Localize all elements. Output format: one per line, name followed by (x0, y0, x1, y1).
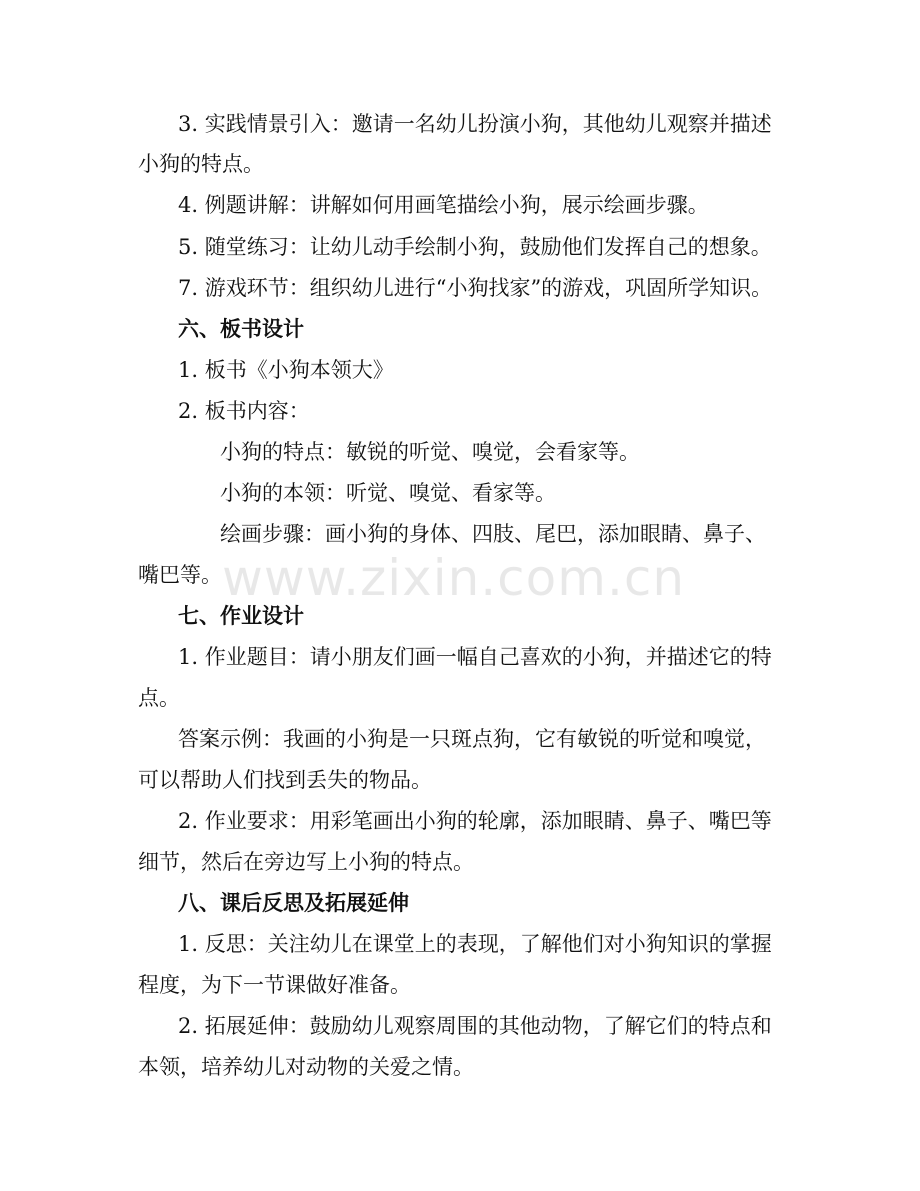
item-3-line2: 小狗的特点。 (138, 152, 264, 176)
item-7: 7. 游戏环节：组织幼儿进行“小狗找家”的游戏，巩固所学知识。 (178, 276, 773, 300)
reflection-1-line2: 程度，为下一节课做好准备。 (138, 973, 411, 997)
reflection-1-line1: 1. 反思：关注幼儿在课堂上的表现，了解他们对小狗知识的掌握 (178, 932, 772, 956)
homework-1-line1: 1. 作业题目：请小朋友们画一幅自己喜欢的小狗，并描述它的特 (178, 645, 772, 669)
reflection-2-line1: 2. 拓展延伸：鼓励幼儿观察周围的其他动物，了解它们的特点和 (178, 1014, 772, 1038)
board-item-2: 2. 板书内容： (178, 399, 310, 423)
heading-board-design: 六、板书设计 (178, 316, 304, 341)
site-watermark: www.zixin.com.cn (222, 549, 686, 607)
item-5: 5. 随堂练习：让幼儿动手绘制小狗，鼓励他们发挥自己的想象。 (178, 235, 772, 259)
heading-reflection-extension: 八、课后反思及拓展延伸 (178, 890, 409, 915)
answer-example-line1: 答案示例：我画的小狗是一只斑点狗，它有敏锐的听觉和嗅觉， (178, 727, 766, 751)
homework-2-line1: 2. 作业要求：用彩笔画出小狗的轮廓，添加眼睛、鼻子、嘴巴等 (178, 809, 772, 833)
board-steps-line1: 绘画步骤：画小狗的身体、四肢、尾巴，添加眼睛、鼻子、 (220, 522, 766, 546)
reflection-2-line2: 本领，培养幼儿对动物的关爱之情。 (138, 1055, 474, 1079)
homework-2-line2: 细节，然后在旁边写上小狗的特点。 (138, 850, 474, 874)
homework-1-line2: 点。 (138, 686, 180, 710)
item-3-line1: 3. 实践情景引入：邀请一名幼儿扮演小狗，其他幼儿观察并描述 (178, 112, 772, 136)
heading-homework-design: 七、作业设计 (178, 603, 304, 628)
board-steps-line2: 嘴巴等。 (138, 563, 222, 587)
board-item-1: 1. 板书《小狗本领大》 (178, 358, 394, 382)
board-features: 小狗的特点：敏锐的听觉、嗅觉，会看家等。 (220, 440, 640, 464)
answer-example-line2: 可以帮助人们找到丢失的物品。 (138, 768, 432, 792)
item-4: 4. 例题讲解：讲解如何用画笔描绘小狗，展示绘画步骤。 (178, 193, 709, 217)
board-skills: 小狗的本领：听觉、嗅觉、看家等。 (220, 481, 556, 505)
